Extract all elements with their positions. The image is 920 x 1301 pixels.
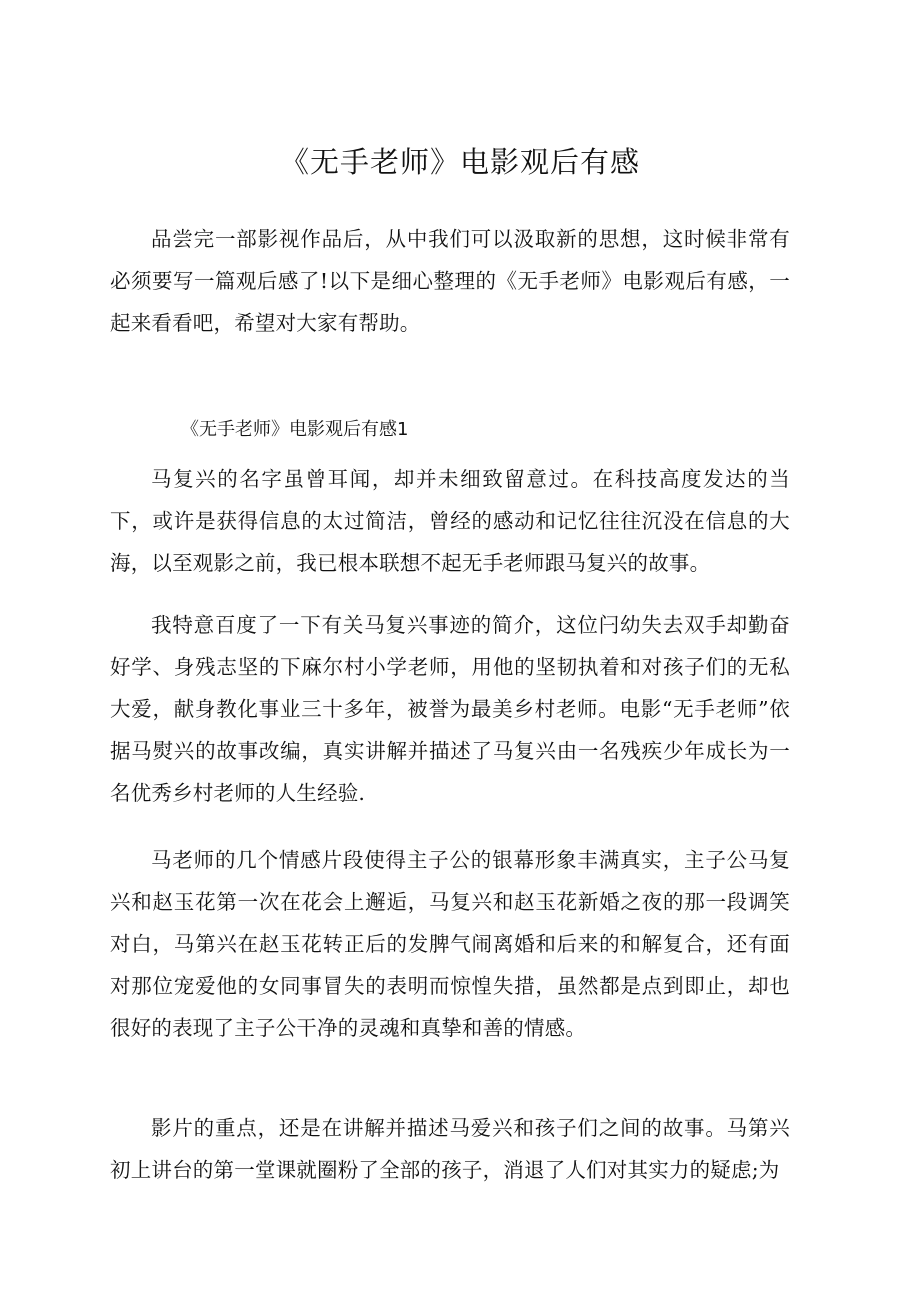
intro-paragraph: 品尝完一部影视作品后，从中我们可以汲取新的思想，这时候非常有必须要写一篇观后感了!以下是细心整理的《无手老师》电影观后有感，一起来看看吧，希望对大家有帮助。 (110, 227, 790, 335)
body-paragraph-4: 影片的重点，还是在讲解并描述马爱兴和孩子们之间的故事。马第兴初上讲台的第一堂课就圈粉了全部的孩子，消退了人们对其实力的疑虑;为 (110, 1116, 790, 1182)
section-title: 《无手老师》电影观后有感1 (181, 419, 409, 440)
body-paragraph-1: 马复兴的名字虽曾耳闻，却并未细致留意过。在科技高度发达的当下，或许是获得信息的太过简洁，曾经的感动和记忆往往沉没在信息的大海，以至观影之前，我已根本联想不起无手老师跟马复兴的故事。 (110, 467, 790, 575)
body-paragraph-2: 我特意百度了一下有关马复兴事迹的简介，这位闩幼失去双手却勤奋好学、身残志坚的下麻尔村小学老师，用他的坚韧执着和对孩子们的无私大爱，献身教化事业三十多年，被誉为最美乡村老师。电影“无手老师”依据马熨兴的故事改编，真实讲解并描述了马复兴由一名残疾少年成长为一名优秀乡村老师的人生经验. (110, 613, 790, 805)
document-title: 《无手老师》电影观后有感 (279, 145, 640, 179)
body-paragraph-3: 马老师的几个情感片段使得主子公的银幕形象丰满真实，主子公马复兴和赵玉花第一次在花会上邂逅，马复兴和赵玉花新婚之夜的那一段调笑对白，马第兴在赵玉花转正后的发脾气闹离婚和后来的和解复合，还有面对那位宠爱他的女同事冒失的表明而惊惶失措，虽然都是点到即止，却也很好的表现了主子公干净的灵魂和真挚和善的情感。 (110, 848, 790, 1040)
